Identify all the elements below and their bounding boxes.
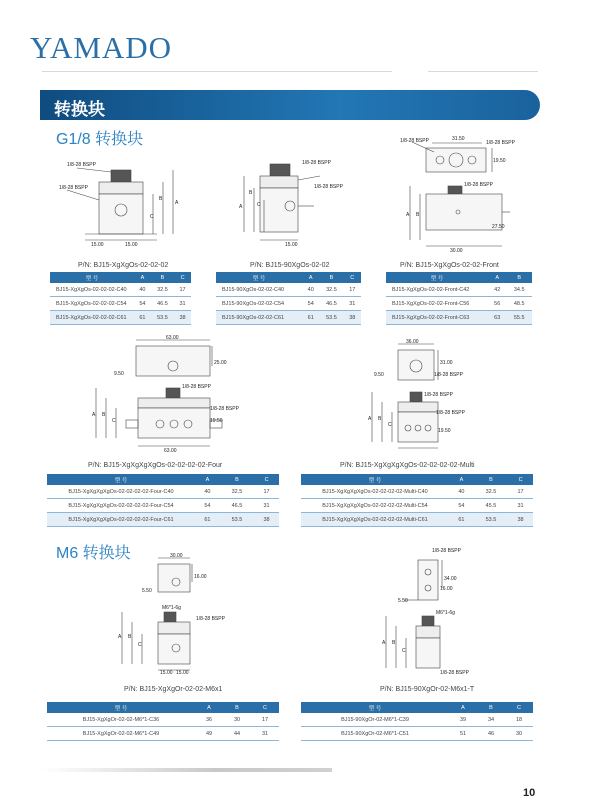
spec-table [50, 272, 191, 325]
cell: BJ15-XgXgXgXgOs-02-02-02-02-Multi-C54 [301, 499, 449, 513]
label-bspp: 1/8-28 BSPP [486, 140, 515, 146]
dim-c: C [150, 214, 154, 220]
cell: BJ15-90XgOs-02-02-C54 [216, 297, 302, 311]
dim-30: 30.00 [170, 553, 183, 559]
dim-63: 63.00 [166, 335, 179, 341]
dim-16: 16.00 [440, 586, 453, 592]
dim-30: 30.00 [450, 248, 463, 254]
cell: 61 [195, 513, 220, 527]
dim-b: B [128, 634, 132, 640]
part-number: P/N: BJ15-XgXgXgXgOs-02-02-02-02-Multi [340, 462, 475, 469]
table-row [50, 297, 191, 311]
dim-31: 31.00 [440, 360, 453, 366]
col-header: A [134, 272, 151, 283]
dim-a: A [92, 412, 96, 418]
cell: BJ15-XgXgOs-02-02-Front-C42 [386, 283, 488, 297]
col-header: C [505, 702, 533, 713]
cell: BJ15-XgXgXgXgOs-02-02-02-02-Four-C54 [47, 499, 195, 513]
page-number: 10 [523, 787, 536, 799]
cell: 53.5 [319, 311, 343, 325]
table-row [386, 297, 532, 311]
cell: BJ15-90XgOr-02-M6*1-C51 [301, 727, 449, 741]
table-row [47, 713, 279, 727]
col-header: B [477, 702, 505, 713]
dim-b: B [416, 212, 420, 218]
table-row [216, 311, 361, 325]
cell: 32.5 [220, 485, 254, 499]
cell: 36 [195, 713, 223, 727]
cell: 17 [251, 713, 279, 727]
dim-a: A [239, 204, 243, 210]
dim-b: B [378, 416, 382, 422]
col-header: A [449, 474, 474, 485]
dim-19-50: 19.50 [438, 428, 451, 434]
cell: 17 [254, 485, 279, 499]
cell: 34 [477, 713, 505, 727]
table-row [386, 283, 532, 297]
brand-logo-text: YAMADO [30, 30, 173, 65]
part-number: P/N: BJ15-XgXgXgXgOs-02-02-02-02-Four [88, 462, 223, 469]
dim-c: C [388, 422, 392, 428]
dim-c: C [402, 648, 406, 654]
dim-c: C [138, 642, 142, 648]
table-row [47, 513, 279, 527]
dim-25: 25.00 [214, 360, 227, 366]
dim-27-50: 27.50 [492, 224, 505, 230]
dim-9-50: 9.50 [374, 372, 384, 378]
table-row [50, 283, 191, 297]
spec-table [216, 272, 361, 325]
cell: 32.5 [474, 485, 508, 499]
col-header: A [488, 272, 506, 283]
label-m6: M6*1-6g [162, 605, 181, 611]
cell: 49 [195, 727, 223, 741]
col-header: C [254, 474, 279, 485]
table-row [216, 283, 361, 297]
table-row [47, 727, 279, 741]
cell: 61 [134, 311, 151, 325]
col-header: C [174, 272, 191, 283]
cell: 38 [508, 513, 533, 527]
cell: 53.5 [220, 513, 254, 527]
col-header: B [220, 474, 254, 485]
cell: BJ15-XgXgXgXgOs-02-02-02-02-Multi-C40 [301, 485, 449, 499]
cell: BJ15-XgXgXgXgOs-02-02-02-02-Four-C40 [47, 485, 195, 499]
label-m6: M6*1-6g [436, 610, 455, 616]
cell: 40 [195, 485, 220, 499]
cell: BJ15-XgXgOr-02-02-M6*1-C49 [47, 727, 195, 741]
label-bspp: 1/8-28 BSPP [440, 670, 469, 676]
cell: 31 [508, 499, 533, 513]
dim-31-50: 31.50 [452, 136, 465, 142]
table-row [216, 297, 361, 311]
drawing-block-2 [230, 160, 350, 252]
cell: 31 [254, 499, 279, 513]
col-header: 型 号 [301, 702, 449, 713]
table-row [50, 311, 191, 325]
label-bspp: 1/8-28 BSPP [424, 392, 453, 398]
dim-15: 15.00 [125, 242, 138, 248]
cell: 51 [449, 727, 477, 741]
cell: 31 [251, 727, 279, 741]
cell: BJ15-XgXgOs-02-02-02-C61 [50, 311, 134, 325]
col-header: C [251, 702, 279, 713]
cell: 46 [477, 727, 505, 741]
dim-34: 34.00 [444, 576, 457, 582]
label-bspp: 1/8-28 BSPP [210, 406, 239, 412]
dim-5-50: 5.50 [142, 588, 152, 594]
cell: 30 [505, 727, 533, 741]
drawing-block-4 [82, 335, 239, 458]
footer-bar [42, 768, 332, 772]
col-header: B [223, 702, 251, 713]
cell: 39 [449, 713, 477, 727]
col-header: A [195, 474, 220, 485]
dim-a: A [406, 212, 410, 218]
table-row [386, 311, 532, 325]
cell: 53.5 [151, 311, 174, 325]
label-bspp: 1/8-28 BSPP [182, 384, 211, 390]
cell: 54 [195, 499, 220, 513]
cell: BJ15-XgXgOs-02-02-02-C54 [50, 297, 134, 311]
cell: 54 [134, 297, 151, 311]
header-divider-short [428, 71, 538, 72]
dim-15: 15.00 [285, 242, 298, 248]
cell: 40 [449, 485, 474, 499]
label-bspp: 1/8-28 BSPP [67, 162, 96, 168]
col-header: 型 号 [47, 474, 195, 485]
col-header: A [195, 702, 223, 713]
cell: 31 [174, 297, 191, 311]
header-divider [42, 71, 392, 72]
label-bspp: 1/8-28 BSPP [400, 138, 429, 144]
col-header: 型 号 [216, 272, 302, 283]
cell: BJ15-XgXgOs-02-02-02-C40 [50, 283, 134, 297]
cell: 32.5 [319, 283, 343, 297]
table-row [47, 485, 279, 499]
col-header: C [344, 272, 361, 283]
cell: 61 [302, 311, 319, 325]
dim-c: C [257, 202, 261, 208]
dim-36: 36.00 [406, 339, 419, 345]
label-bspp: 1/8-28 BSPP [59, 185, 88, 191]
part-number: P/N: BJ15-XgXgOs-02-02-Front [400, 262, 499, 269]
drawing-block-1 [55, 160, 190, 252]
cell: 17 [174, 283, 191, 297]
dim-16: 16.00 [194, 574, 207, 580]
cell: 38 [344, 311, 361, 325]
col-header: C [508, 474, 533, 485]
cell: 61 [449, 513, 474, 527]
col-header: 型 号 [50, 272, 134, 283]
col-header: A [449, 702, 477, 713]
label-bspp: 1/8-28 BSPP [432, 548, 461, 554]
drawing-block-3 [392, 136, 522, 254]
col-header: A [302, 272, 319, 283]
spec-table [386, 272, 532, 325]
table-row [301, 513, 533, 527]
col-header: B [506, 272, 532, 283]
dim-9-50: 9.50 [114, 371, 124, 377]
cell: 17 [344, 283, 361, 297]
col-header: 型 号 [301, 474, 449, 485]
drawing-block-6 [118, 552, 223, 676]
dim-15: 15.00 [91, 242, 104, 248]
cell: 53.5 [474, 513, 508, 527]
spec-table [301, 474, 533, 527]
section-title-m6: M6 转换块 [56, 545, 131, 562]
cell: 32.5 [151, 283, 174, 297]
cell: 38 [174, 311, 191, 325]
table-row [301, 485, 533, 499]
dim-a: A [175, 200, 179, 206]
table-row [301, 727, 533, 741]
cell: 45.5 [474, 499, 508, 513]
dim-19-50: 19.50 [210, 418, 223, 424]
cell: 46.5 [220, 499, 254, 513]
drawing-block-7 [372, 546, 492, 678]
cell: 18 [505, 713, 533, 727]
cell: 46.5 [319, 297, 343, 311]
cell: 44 [223, 727, 251, 741]
dim-c: C [112, 418, 116, 424]
dim-a: A [368, 416, 372, 422]
label-bspp: 1/8-28 BSPP [196, 616, 225, 622]
dim-15: 15.00 [176, 670, 189, 676]
label-bspp: 1/8-28 BSPP [434, 372, 463, 378]
cell: BJ15-90XgOs-02-02-C61 [216, 311, 302, 325]
cell: 42 [488, 283, 506, 297]
cell: 55.5 [506, 311, 532, 325]
cell: 63 [488, 311, 506, 325]
spec-table [47, 474, 279, 527]
dim-b: B [102, 412, 106, 418]
dim-19-50: 19.50 [493, 158, 506, 164]
cell: 48.5 [506, 297, 532, 311]
cell: 34.5 [506, 283, 532, 297]
section-title-g18: G1/8 转换块 [56, 131, 144, 148]
part-number: P/N: BJ15-XgXgOr-02-02-M6x1 [124, 686, 223, 693]
label-bspp: 1/8-28 BSPP [314, 184, 343, 190]
cell: BJ15-XgXgOr-02-02-M6*1-C36 [47, 713, 195, 727]
drawing-block-5 [364, 336, 484, 458]
cell: 54 [302, 297, 319, 311]
part-number: P/N: BJ15-90XgOr-02-M6x1-T [380, 686, 475, 693]
label-bspp: 1/8-28 BSPP [436, 410, 465, 416]
dim-a: A [118, 634, 122, 640]
cell: BJ15-90XgOr-02-M6*1-C39 [301, 713, 449, 727]
cell: BJ15-90XgOs-02-02-C40 [216, 283, 302, 297]
col-header: B [151, 272, 174, 283]
dim-a: A [382, 640, 386, 646]
col-header: 型 号 [47, 702, 195, 713]
cell: 46.5 [151, 297, 174, 311]
cell: BJ15-XgXgXgXgOs-02-02-02-02-Multi-C61 [301, 513, 449, 527]
dim-b: B [249, 190, 253, 196]
cell: 54 [449, 499, 474, 513]
spec-table [301, 702, 533, 741]
part-number: P/N: BJ15-XgXgOs-02-02-02 [78, 262, 169, 269]
cell: 31 [344, 297, 361, 311]
banner-title: 转换块 [54, 100, 105, 119]
table-row [47, 499, 279, 513]
section-banner [40, 90, 540, 120]
cell: 30 [223, 713, 251, 727]
cell: BJ15-XgXgXgXgOs-02-02-02-02-Four-C61 [47, 513, 195, 527]
dim-5-50: 5.50 [398, 598, 408, 604]
label-bspp: 1/8-28 BSPP [464, 182, 493, 188]
label-bspp: 1/8-28 BSPP [302, 160, 331, 166]
cell: 40 [134, 283, 151, 297]
dim-b: B [159, 196, 163, 202]
col-header: B [319, 272, 343, 283]
table-row [301, 713, 533, 727]
col-header: 型 号 [386, 272, 488, 283]
cell: 56 [488, 297, 506, 311]
cell: BJ15-XgXgOs-02-02-Front-C56 [386, 297, 488, 311]
table-row [301, 499, 533, 513]
cell: 40 [302, 283, 319, 297]
col-header: B [474, 474, 508, 485]
dim-63: 63.00 [164, 448, 177, 454]
spec-table [47, 702, 279, 741]
cell: 17 [508, 485, 533, 499]
dim-15: 15.00 [160, 670, 173, 676]
part-number: P/N: BJ15-90XgOs-02-02 [250, 262, 330, 269]
dim-b: B [392, 640, 396, 646]
cell: BJ15-XgXgOs-02-02-Front-C63 [386, 311, 488, 325]
cell: 38 [254, 513, 279, 527]
